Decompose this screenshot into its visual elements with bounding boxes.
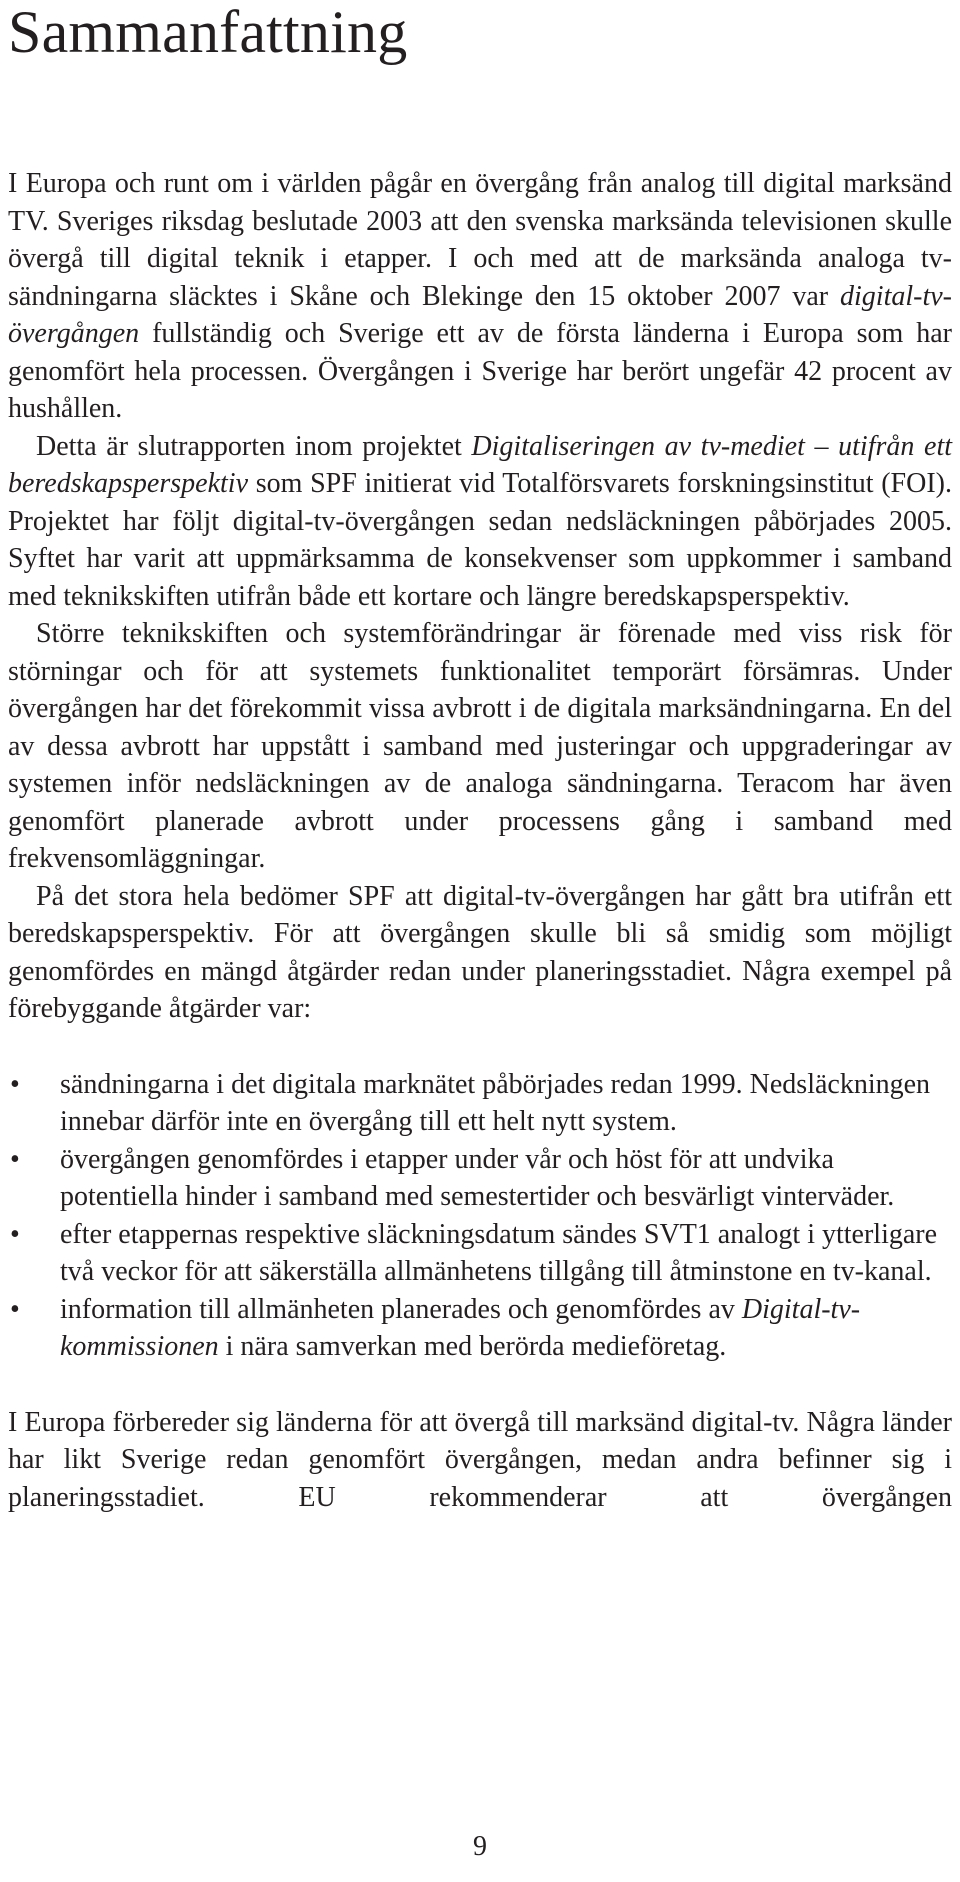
bullet-icon: • [10,1293,20,1325]
list-item-text-end: i nära samverkan med berörda medieföretag. [218,1331,727,1362]
bullet-icon: • [10,1143,20,1175]
paragraph-intro-emphasis: digital-tv-övergången [8,280,952,349]
paragraph-project-emphasis: Digitaliseringen av tv-mediet – utifrån ett beredskapsperspektiv [8,430,953,499]
page-title: Sammanfattning [8,0,408,65]
list-item [8,1216,952,1291]
body-text [8,165,952,1516]
paragraph-europe: I Europa förbereder sig länderna för att övergå till marksänd digital-tv. Några länder har likt Sverige redan genomfört övergången, medan andra befinner sig i planeringsstadiet. EU rekommenderar att övergången [8,1406,952,1513]
paragraph-risks: Större teknikskiften och systemförändringar är förenade med viss risk för störningar och för att systemets funktionalitet temporärt försämras. Under övergången har det förekommit vissa avbrott i de digitala marksändningarna. En del av dessa avbrott har uppstått i samband med justeringar och uppgraderingar av systemen inför nedsläckningen av de analoga sändningarna. Teracom har även genomfört planerade avbrott under processens gång i samband med frekvensomläggningar. [8,618,952,874]
measures-list [8,1066,952,1366]
list-item-text: övergången genomfördes i etapper under vår och höst för att undvika potentiella hinder i samband med semestertider och besvärligt vinterväder. [60,1143,895,1212]
list-item [8,1291,952,1366]
list-item [8,1066,952,1141]
document-page [8,0,953,1862]
paragraph-intro-text: I Europa och runt om i världen pågår en övergång från analog till digital marksänd TV. Sveriges riksdag beslutade 2003 att den svenska marksända televisionen skulle övergå till digital teknik i etapper. I och med att de marksända analoga tv-sändningarna släcktes i Skåne och Blekinge den 15 oktober 2007 var [8,168,952,312]
list-item-text: efter etappernas respektive släckningsdatum sändes SVT1 analogt i ytterligare två veckor för att säkerställa allmänhetens tillgång till åtminstone en tv-kanal. [60,1218,938,1287]
page-number: 9 [473,1831,487,1862]
paragraph-intro [8,165,952,428]
list-item [8,1141,952,1216]
bullet-icon: • [10,1218,20,1250]
list-item-text: information till allmänheten planerades och genomfördes av [60,1293,742,1325]
paragraph-project [8,428,952,616]
list-item-emphasis: Digital-tv-kommissionen [60,1293,861,1362]
paragraph-intro-text-end: fullständig och Sverige ett av de första länderna i Europa som har genomfört hela processen. Övergången i Sverige har berört ungefär 42 procent av hushållen. [8,318,952,424]
paragraph-project-text: Detta är slutrapporten inom projektet [36,430,472,462]
bullet-icon: • [10,1068,20,1100]
paragraph-assessment: På det stora hela bedömer SPF att digital-tv-övergången har gått bra utifrån ett beredskapsperspektiv. För att övergången skulle bli så smidig som möjligt genomfördes en mängd åtgärder redan under planeringsstadiet. Några exempel på förebyggande åtgärder var: [8,880,952,1024]
paragraph-project-text-end: som SPF initierat vid Totalförsvarets forskningsinstitut (FOI). Projektet har följt digital-tv-övergången sedan nedsläckningen påbörjades 2005. Syftet har varit att uppmärksamma de konsekvenser som uppkommer i samband med teknikskiften utifrån både ett kortare och längre beredskapsperspektiv. [8,468,952,612]
list-item-text: sändningarna i det digitala marknätet påbörjades redan 1999. Nedsläckningen innebar därför inte en övergång till ett helt nytt system. [60,1068,931,1137]
